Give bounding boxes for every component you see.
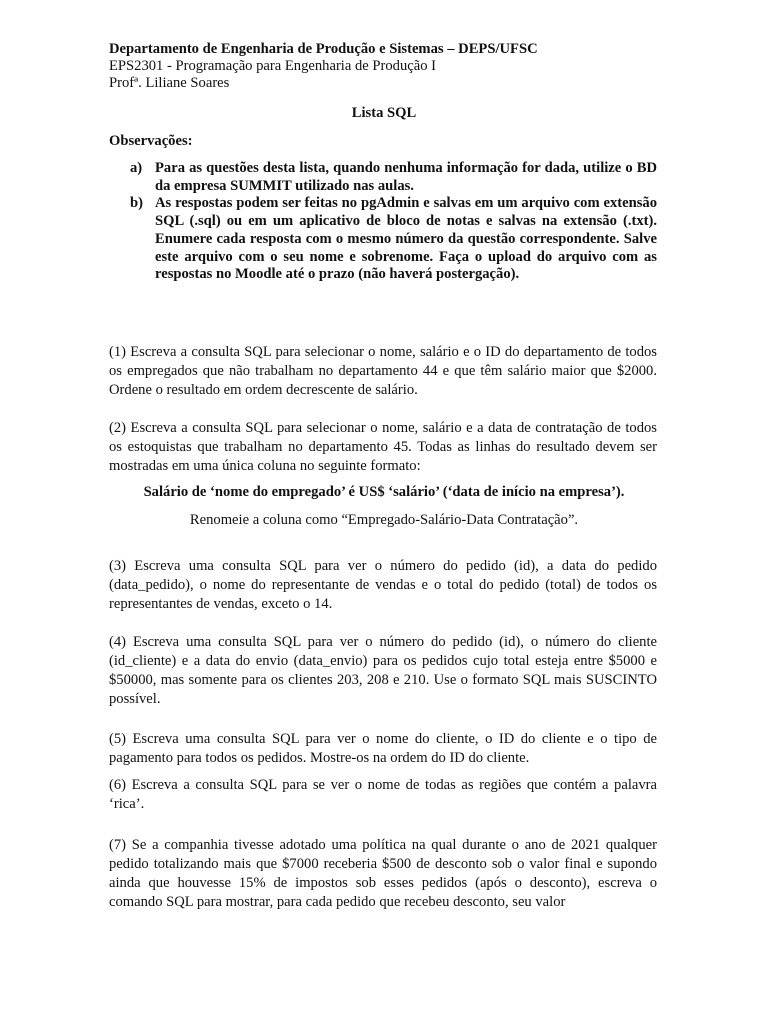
list-item-text: Para as questões desta lista, quando nenhuma informação for dada, utilize o BD da empresa SUMMIT utilizado nas aulas. [155, 160, 657, 194]
professor-line: Profª. Liliane Soares [109, 75, 230, 91]
question-4: (4) Escreva uma consulta SQL para ver o número do pedido (id), o número do cliente (id_cliente) e a data do envio (data_envio) para os pedidos cujo total esteja entre $5000 e $50000, mas somente para os clientes 203, 208 e 210. Use o formato SQL mais SUSCINTO possível. [109, 634, 657, 707]
question-2-format: Salário de ‘nome do empregado’ é US$ ‘salário’ (‘data de início na empresa’). [143, 484, 625, 500]
course-line: EPS2301 - Programação para Engenharia de Produção I [109, 58, 437, 74]
list-item [109, 160, 657, 195]
question-1: (1) Escreva a consulta SQL para selecionar o nome, salário e o ID do departamento de todos os empregados que não trabalham no departamento 44 e que têm salário maior que $2000. Ordene o resultado em ordem decrescente de salário. [109, 344, 657, 398]
page-title: Lista SQL [351, 105, 417, 121]
observations-list [109, 160, 657, 284]
list-item [109, 195, 657, 284]
question-5: (5) Escreva uma consulta SQL para ver o nome do cliente, o ID do cliente e o tipo de pagamento para todos os pedidos. Mostre-os na ordem do ID do cliente. [109, 731, 657, 766]
question-7: (7) Se a companhia tivesse adotado uma política na qual durante o ano de 2021 qualquer pedido totalizando mais que $7000 receberia $500 de desconto sob o valor final e supondo ainda que houvesse 15% de impostos sob esses pedidos (após o desconto), escreva o comando SQL para mostrar, para cada pedido que recebeu desconto, seu valor [109, 837, 657, 910]
list-marker: b) [130, 195, 143, 212]
question-6: (6) Escreva a consulta SQL para se ver o nome de todas as regiões que contém a palavra ‘rica’. [109, 777, 657, 812]
list-marker: a) [130, 160, 143, 176]
question-3: (3) Escreva uma consulta SQL para ver o número do pedido (id), a data do pedido (data_pedido), o nome do representante de vendas e o total do pedido (total) de todos os representantes de vendas, exceto o 14. [109, 558, 657, 612]
question-2: (2) Escreva a consulta SQL para selecionar o nome, salário e a data de contratação de todos os estoquistas que trabalham no departamento 45. Todas as linhas do resultado devem ser mostradas em uma única coluna no seguinte formato: [109, 420, 657, 474]
question-2-rename: Renomeie a coluna como “Empregado-Salário-Data Contratação”. [189, 512, 579, 528]
department-line: Departamento de Engenharia de Produção e Sistemas – DEPS/UFSC [109, 41, 538, 57]
document-header [109, 41, 538, 92]
observations-heading: Observações: [109, 133, 193, 149]
list-item-text: As respostas podem ser feitas no pgAdmin e salvas em um arquivo com extensão SQL (.sql) ou em um aplicativo de bloco de notas e salvas na extensão (.txt). Enumere cada resposta com o mesmo número da questão correspondente. Salve este arquivo com o seu nome e sobrenome. Faça o upload do arquivo com as respostas no Moodle até o prazo (não haverá postergação). [155, 195, 657, 283]
